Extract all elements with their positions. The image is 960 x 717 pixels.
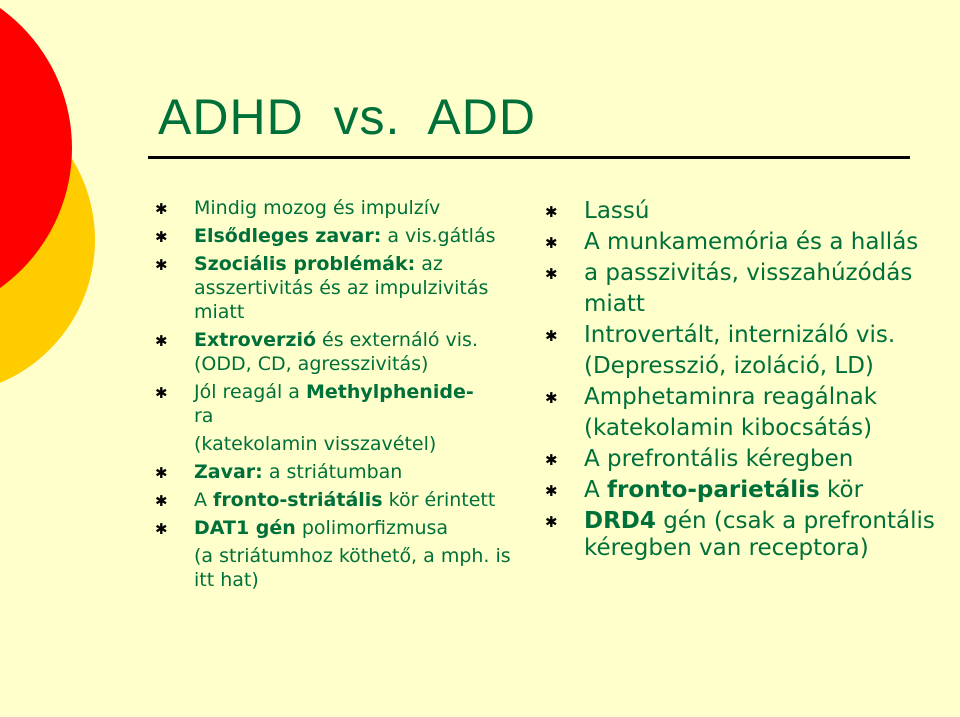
asterisk-bullet-icon: ✱ [155, 228, 168, 246]
list-item: ✱ Mindig mozog és impulzív [155, 197, 441, 219]
asterisk-bullet-icon: ✱ [155, 256, 168, 274]
list-item: ✱ DRD4 gén (csak a prefrontális kéregben van receptora) [545, 508, 935, 561]
adhd-list [155, 196, 515, 596]
asterisk-bullet-icon: ✱ [155, 332, 168, 350]
asterisk-bullet-icon: ✱ [545, 451, 558, 469]
asterisk-bullet-icon: ✱ [155, 200, 168, 218]
asterisk-bullet-icon: ✱ [155, 492, 168, 510]
list-item: ✱ Szociális problémák: az asszertivitás és az impulzivitás miatt [155, 253, 489, 323]
asterisk-bullet-icon: ✱ [545, 513, 558, 531]
asterisk-bullet-icon: ✱ [545, 265, 558, 283]
list-item: ✱ a passzivitás, visszahúzódás miatt [545, 260, 913, 317]
add-list [545, 198, 945, 566]
list-item: ✱ Zavar: a striátumban [155, 461, 403, 483]
list-item: ✱ A prefrontális kéregben [545, 446, 854, 472]
list-item: ✱ Elsődleges zavar: a vis.gátlás [155, 225, 496, 247]
title-divider [148, 156, 910, 159]
asterisk-bullet-icon: ✱ [545, 234, 558, 252]
list-item: ✱ A fronto-parietális kör [545, 477, 864, 503]
asterisk-bullet-icon: ✱ [155, 520, 168, 538]
asterisk-bullet-icon: ✱ [155, 384, 168, 402]
asterisk-bullet-icon: ✱ [545, 389, 558, 407]
list-item: ✱ Introvertált, internizáló vis. (Depresszió, izoláció, LD) [545, 322, 896, 379]
slide-title: ADHD vs. ADD [158, 89, 536, 145]
list-item: ✱ DAT1 gén polimorfizmusa (a striátumhoz köthető, a mph. is itt hat) [155, 517, 511, 591]
asterisk-bullet-icon: ✱ [545, 482, 558, 500]
asterisk-bullet-icon: ✱ [545, 203, 558, 221]
list-item: ✱ A fronto-striátális kör érintett [155, 489, 496, 511]
asterisk-bullet-icon: ✱ [545, 327, 558, 345]
list-item: ✱ A munkamemória és a hallás [545, 229, 919, 255]
asterisk-bullet-icon: ✱ [155, 464, 168, 482]
list-item: ✱ Amphetaminra reagálnak (katekolamin kibocsátás) [545, 384, 878, 441]
list-item: ✱ Jól reagál a Methylphenide- ra (katekolamin visszavétel) [155, 381, 474, 455]
list-item: ✱ Lassú [545, 198, 650, 224]
list-item: ✱ Extroverzió és externáló vis. (ODD, CD, agresszivitás) [155, 329, 478, 375]
